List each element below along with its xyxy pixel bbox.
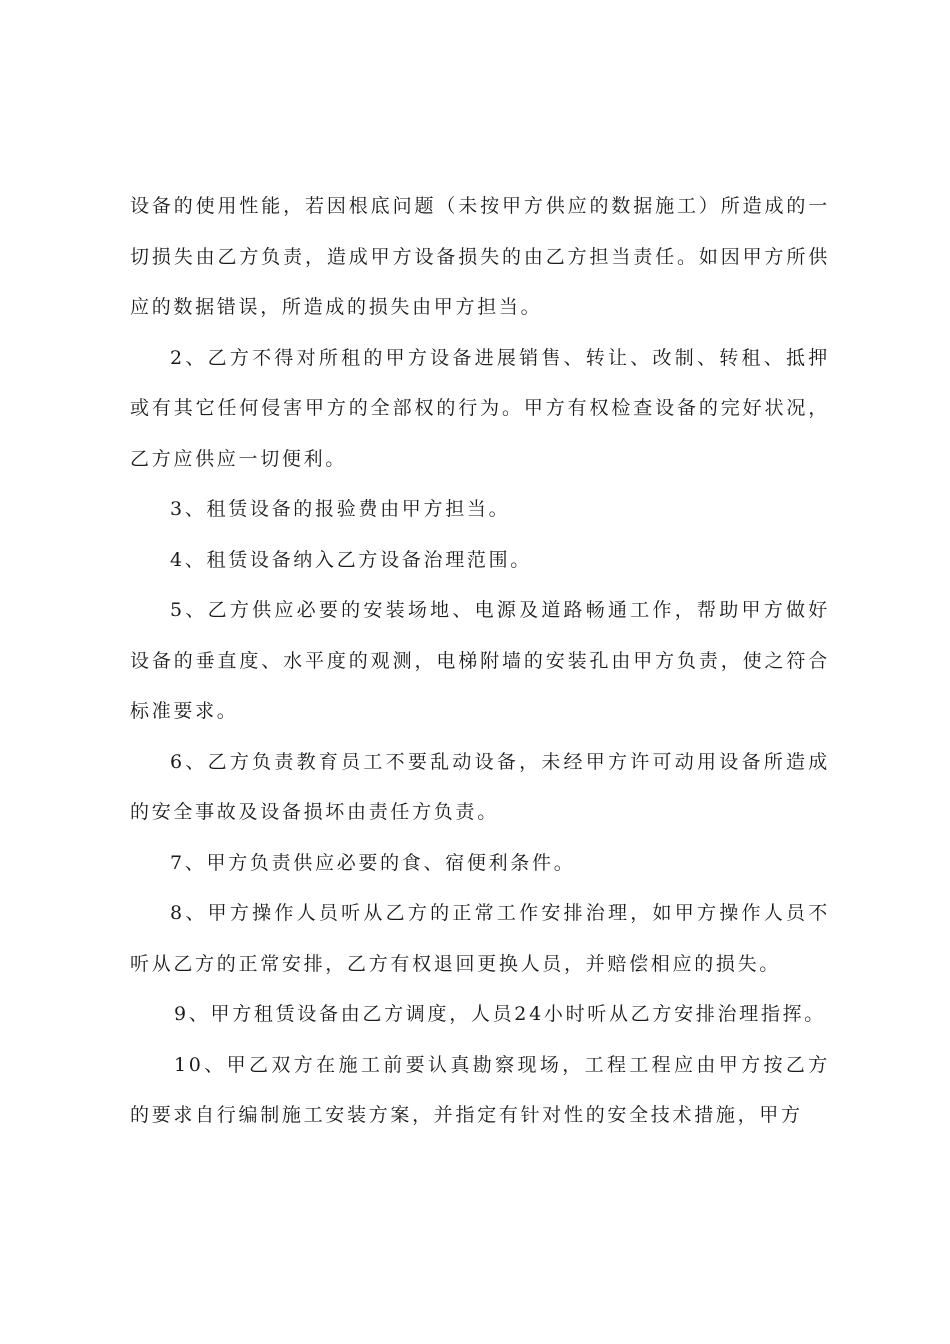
clause-9: 9、甲方租赁设备由乙方调度，人员24小时听从乙方安排治理指挥。 [174,1003,826,1025]
clause-2: 2、乙方不得对所租的甲方设备进展销售、转让、改制、转租、抵押或有其它任何侵害甲方的全部权的行为。甲方有权检查设备的完好状况，乙方应供应一切便利。 [130,346,830,470]
document-body [130,181,830,1141]
clause-10: 10、甲乙双方在施工前要认真勘察现场，工程工程应由甲方按乙方的要求自行编制施工安装方案，并指定有针对性的安全技术措施，甲方 [130,1053,830,1126]
clause-8: 8、甲方操作人员听从乙方的正常工作安排治理，如甲方操作人员不听从乙方的正常安排，乙方有权退回更换人员，并赔偿相应的损失。 [130,902,830,975]
clause-4: 4、租赁设备纳入乙方设备治理范围。 [170,548,532,571]
clause-7: 7、甲方负责供应必要的食、宿便利条件。 [170,851,576,874]
clause-3: 3、租赁设备的报验费由甲方担当。 [170,498,511,520]
paragraph-continuation: 设备的使用性能，若因根底问题（未按甲方供应的数据施工）所造成的一切损失由乙方负责，造成甲方设备损失的由乙方担当责任。如因甲方所供应的数据错误，所造成的损失由甲方担当。 [130,195,830,318]
clause-5: 5、乙方供应必要的安装场地、电源及道路畅通工作，帮助甲方做好设备的垂直度、水平度的观测，电梯附墙的安装孔由甲方负责，使之符合标准要求。 [130,599,830,722]
clause-6: 6、乙方负责教育员工不要乱动设备，未经甲方许可动用设备所造成的安全事故及设备损坏由责任方负责。 [130,750,830,823]
